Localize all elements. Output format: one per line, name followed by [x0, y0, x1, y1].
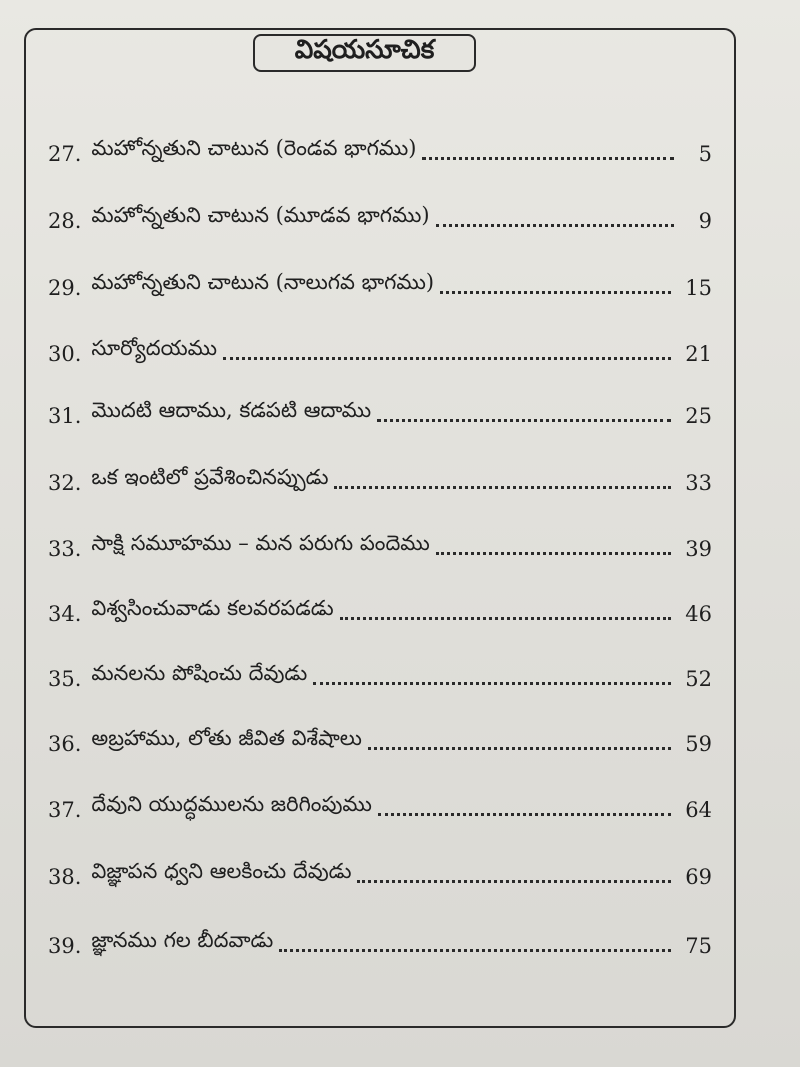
entry-title: ఒక ఇంటిలో ప్రవేశించినప్పుడు [91, 465, 329, 489]
entry-number: 31. [48, 404, 82, 428]
entry-number: 36. [48, 732, 82, 756]
entry-number: 29. [48, 276, 82, 300]
dot-leader [436, 552, 672, 555]
dot-leader [334, 486, 671, 489]
entry-page-number: 64 [685, 798, 712, 822]
entry-title: మొదటి ఆదాము, కడపటి ఆదాము [91, 398, 372, 422]
toc-entry [48, 657, 712, 691]
entry-page-number: 21 [685, 342, 712, 366]
entry-page-number: 59 [685, 732, 712, 756]
dot-leader [422, 157, 674, 160]
entry-page-number: 52 [685, 667, 712, 691]
toc-entry [48, 592, 712, 626]
toc-entry [48, 722, 712, 756]
dot-leader [279, 949, 671, 952]
dot-leader [440, 291, 671, 294]
entry-title: మహోన్నతుని చాటున (నాలుగవ భాగము) [91, 270, 435, 294]
page-title [253, 34, 476, 72]
entry-title: జ్ఞానము గల బీదవాడు [91, 928, 274, 952]
toc-entry [48, 527, 712, 561]
entry-number: 34. [48, 602, 82, 626]
dot-leader [436, 224, 674, 227]
entry-title: సాక్షి సమూహము – మన పరుగు పందెము [91, 531, 430, 555]
entry-title: దేవుని యుద్ధములను జరిగింపుము [91, 792, 372, 816]
entry-page-number: 46 [685, 602, 712, 626]
dot-leader [357, 880, 671, 883]
dot-leader [378, 813, 671, 816]
toc-entry [48, 461, 712, 495]
entry-page-number: 39 [685, 537, 712, 561]
entry-page-number: 75 [685, 934, 712, 958]
entry-number: 33. [48, 537, 82, 561]
toc-entry [48, 266, 712, 300]
entry-title: మహోన్నతుని చాటున (రెండవ భాగము) [91, 136, 417, 160]
dot-leader [313, 682, 671, 685]
toc-entry [48, 924, 712, 958]
entry-page-number: 5 [698, 142, 712, 166]
dot-leader [368, 747, 671, 750]
entry-title: విజ్ఞాపన ధ్వని ఆలకించు దేవుడు [91, 859, 352, 883]
entry-page-number: 15 [685, 276, 712, 300]
toc-entry [48, 394, 712, 428]
dot-leader [377, 419, 671, 422]
toc-entry [48, 332, 712, 366]
toc-entry [48, 132, 712, 166]
entry-number: 27. [48, 142, 82, 166]
entry-number: 30. [48, 342, 82, 366]
entry-page-number: 9 [698, 209, 712, 233]
entry-title: మహోన్నతుని చాటున (మూడవ భాగము) [91, 203, 430, 227]
entry-number: 35. [48, 667, 82, 691]
entry-title: సూర్యోదయము [91, 336, 218, 360]
toc-entry [48, 788, 712, 822]
entry-page-number: 33 [685, 471, 712, 495]
toc-entry [48, 199, 712, 233]
entry-title: అబ్రహాము, లోతు జీవిత విశేషాలు [91, 726, 362, 750]
dot-leader [340, 617, 672, 620]
entry-number: 28. [48, 209, 82, 233]
entry-title: మనలను పోషించు దేవుడు [91, 661, 308, 685]
entry-number: 37. [48, 798, 82, 822]
entry-page-number: 25 [685, 404, 712, 428]
page-title-text: విషయసూచిక [294, 35, 435, 65]
dot-leader [223, 357, 671, 360]
entry-title: విశ్వసించువాడు కలవరపడడు [91, 596, 334, 620]
entry-number: 32. [48, 471, 82, 495]
toc-entry [48, 855, 712, 889]
entry-number: 38. [48, 865, 82, 889]
entry-number: 39. [48, 934, 82, 958]
entry-page-number: 69 [685, 865, 712, 889]
